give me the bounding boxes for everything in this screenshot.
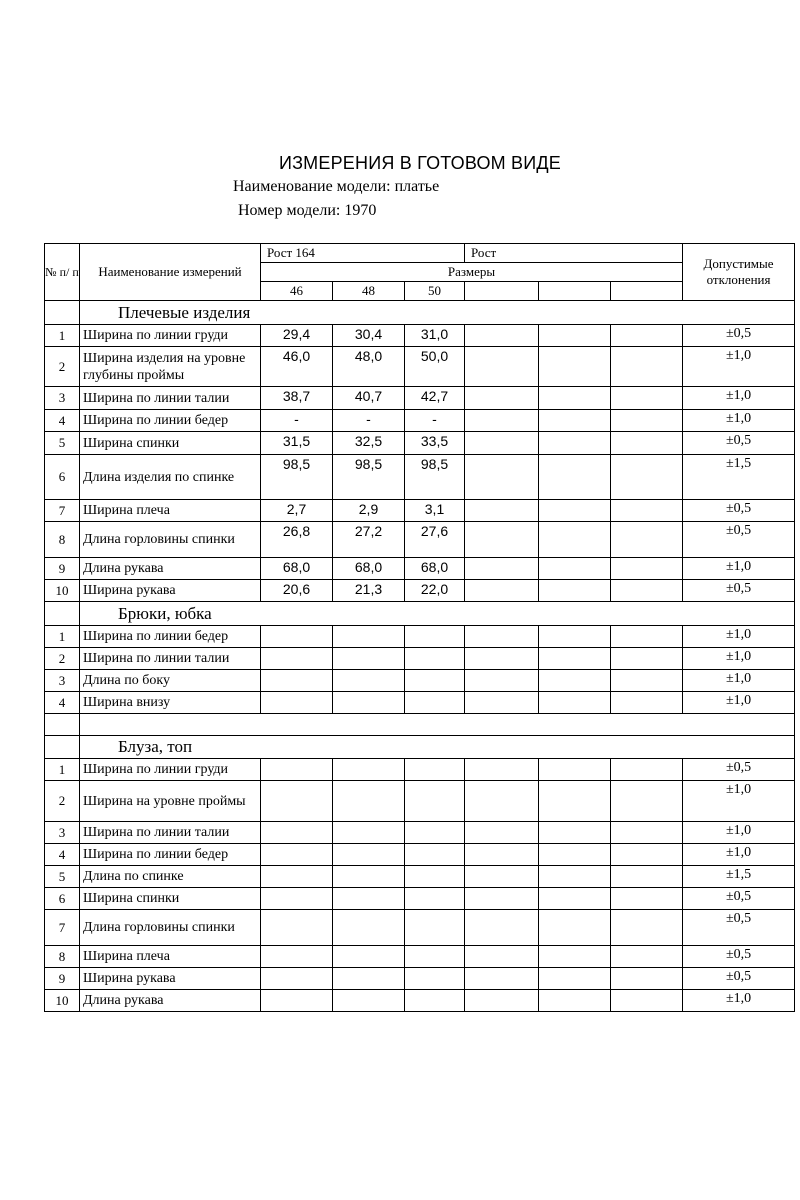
measurement-name: Ширина по линии бедер [80,626,261,648]
size-value: - [261,410,333,432]
header-size-empty [465,282,539,301]
size-value [405,888,465,910]
tolerance-value: ±1,0 [683,990,795,1012]
size-value: 27,6 [405,522,465,558]
size-value [261,946,333,968]
table-row [45,347,795,387]
row-number: 5 [45,432,80,455]
size-value [333,626,405,648]
size-value-empty [465,325,539,347]
size-value-empty [465,432,539,455]
size-value-empty [465,648,539,670]
size-value-empty [465,580,539,602]
row-number: 4 [45,844,80,866]
size-value: 21,3 [333,580,405,602]
tolerance-value: ±0,5 [683,522,795,558]
size-value [333,822,405,844]
size-value-empty [611,500,683,522]
measurement-name: Ширина плеча [80,946,261,968]
row-number: 8 [45,946,80,968]
measurement-name: Длина рукава [80,558,261,580]
table-row [45,500,795,522]
size-value: 22,0 [405,580,465,602]
size-value: 38,7 [261,387,333,410]
size-value: 98,5 [261,455,333,500]
size-value [333,946,405,968]
size-value-empty [611,410,683,432]
row-number: 10 [45,990,80,1012]
row-number: 1 [45,759,80,781]
size-value-empty [611,670,683,692]
measurement-name: Ширина внизу [80,692,261,714]
size-value-empty [465,626,539,648]
measurement-name: Длина рукава [80,990,261,1012]
size-value-empty [539,455,611,500]
size-value-empty [539,410,611,432]
size-value-empty [611,910,683,946]
size-value-empty [465,844,539,866]
size-value-empty [539,692,611,714]
tolerance-value: ±1,0 [683,347,795,387]
size-value: 2,7 [261,500,333,522]
size-value-empty [611,325,683,347]
section-row [45,301,795,325]
measurement-name: Ширина по линии талии [80,822,261,844]
header-size-empty [539,282,611,301]
measurement-name: Ширина спинки [80,888,261,910]
measurement-name: Ширина по линии талии [80,648,261,670]
tolerance-value: ±1,0 [683,781,795,822]
header-size: 46 [261,282,333,301]
tolerance-value: ±0,5 [683,325,795,347]
size-value-empty [611,692,683,714]
size-value [405,670,465,692]
size-value-empty [539,781,611,822]
size-value-empty [539,500,611,522]
measurement-name: Ширина плеча [80,500,261,522]
tolerance-value: ±1,5 [683,866,795,888]
size-value [405,990,465,1012]
size-value-empty [611,946,683,968]
table-row [45,410,795,432]
size-value [261,844,333,866]
tolerance-value: ±0,5 [683,580,795,602]
table-row [45,866,795,888]
measurement-name: Длина горловины спинки [80,910,261,946]
tolerance-value: ±1,0 [683,670,795,692]
row-number: 9 [45,558,80,580]
size-value-empty [465,455,539,500]
size-value-empty [539,946,611,968]
measurement-name: Ширина по линии груди [80,325,261,347]
table-row [45,692,795,714]
measurement-name: Длина изделия по спинке [80,455,261,500]
table-row [45,432,795,455]
table-row [45,522,795,558]
size-value: 68,0 [261,558,333,580]
size-value [333,759,405,781]
size-value [261,866,333,888]
model-number: Номер модели: 1970 [238,202,377,219]
size-value-empty [539,844,611,866]
size-value [261,781,333,822]
tolerance-value: ±0,5 [683,432,795,455]
size-value: 50,0 [405,347,465,387]
row-number: 5 [45,866,80,888]
size-value: 42,7 [405,387,465,410]
size-value-empty [465,410,539,432]
row-number: 1 [45,626,80,648]
row-number: 9 [45,968,80,990]
measurement-name: Ширина по линии бедер [80,844,261,866]
size-value: 40,7 [333,387,405,410]
measurement-name: Ширина по линии талии [80,387,261,410]
size-value-empty [611,387,683,410]
size-value [261,822,333,844]
size-value-empty [539,387,611,410]
size-value [261,910,333,946]
section-number-empty [45,736,80,759]
section-number-empty [45,602,80,626]
size-value-empty [611,347,683,387]
size-value-empty [611,781,683,822]
spacer-empty [80,714,795,736]
section-title: Блуза, топ [80,736,795,759]
size-value: - [405,410,465,432]
measurements-table [44,243,795,1012]
size-value-empty [539,822,611,844]
size-value-empty [539,990,611,1012]
row-number: 3 [45,822,80,844]
size-value-empty [611,648,683,670]
size-value-empty [465,558,539,580]
tolerance-value: ±1,5 [683,455,795,500]
size-value [405,781,465,822]
table-row [45,626,795,648]
measurement-name: Ширина по линии груди [80,759,261,781]
size-value [405,759,465,781]
row-number: 4 [45,410,80,432]
row-number: 8 [45,522,80,558]
size-value-empty [465,347,539,387]
measurement-name: Ширина на уровне проймы [80,781,261,822]
size-value-empty [611,558,683,580]
spacer-number-empty [45,714,80,736]
size-value: 33,5 [405,432,465,455]
size-value-empty [539,759,611,781]
table-row [45,558,795,580]
table-row [45,888,795,910]
size-value [261,990,333,1012]
size-value-empty [539,626,611,648]
tolerance-value: ±1,0 [683,692,795,714]
size-value: 31,0 [405,325,465,347]
tolerance-value: ±1,0 [683,387,795,410]
size-value-empty [611,580,683,602]
size-value-empty [611,455,683,500]
size-value-empty [539,432,611,455]
table-row [45,968,795,990]
size-value-empty [539,347,611,387]
size-value-empty [465,910,539,946]
table-row [45,990,795,1012]
size-value [333,888,405,910]
size-value [405,910,465,946]
size-value [261,888,333,910]
spacer-row [45,714,795,736]
size-value-empty [611,844,683,866]
row-number: 10 [45,580,80,602]
tolerance-value: ±0,5 [683,968,795,990]
row-number: 1 [45,325,80,347]
section-number-empty [45,301,80,325]
size-value [261,968,333,990]
size-value-empty [539,968,611,990]
header-sizes: Размеры [261,263,683,282]
tolerance-value: ±1,0 [683,626,795,648]
tolerance-value: ±0,5 [683,759,795,781]
size-value: 31,5 [261,432,333,455]
size-value-empty [465,670,539,692]
size-value: 68,0 [333,558,405,580]
size-value-empty [611,990,683,1012]
size-value [333,968,405,990]
row-number: 7 [45,910,80,946]
size-value-empty [611,626,683,648]
size-value-empty [465,888,539,910]
measurement-name: Ширина по линии бедер [80,410,261,432]
size-value [261,670,333,692]
size-value [333,910,405,946]
size-value-empty [465,387,539,410]
section-row [45,736,795,759]
size-value-empty [465,946,539,968]
size-value [405,626,465,648]
size-value-empty [465,692,539,714]
size-value [261,648,333,670]
size-value-empty [539,522,611,558]
size-value [333,648,405,670]
table-row [45,648,795,670]
header-size: 48 [333,282,405,301]
table-row [45,822,795,844]
model-name: Наименование модели: платье [233,178,440,195]
table-row [45,455,795,500]
size-value [333,990,405,1012]
tolerance-value: ±0,5 [683,946,795,968]
table-row [45,759,795,781]
size-value [333,844,405,866]
size-value: 29,4 [261,325,333,347]
size-value-empty [539,325,611,347]
size-value [405,844,465,866]
row-number: 3 [45,670,80,692]
size-value [405,692,465,714]
row-number: 2 [45,781,80,822]
tolerance-value: ±0,5 [683,910,795,946]
size-value [405,648,465,670]
size-value [405,946,465,968]
size-value-empty [611,822,683,844]
size-value-empty [539,866,611,888]
size-value: 3,1 [405,500,465,522]
tolerance-value: ±1,0 [683,410,795,432]
size-value: 46,0 [261,347,333,387]
row-number: 6 [45,455,80,500]
size-value: - [333,410,405,432]
size-value-empty [465,822,539,844]
tolerance-value: ±1,0 [683,844,795,866]
size-value-empty [539,648,611,670]
size-value [333,670,405,692]
header-size: 50 [405,282,465,301]
measurement-name: Ширина рукава [80,580,261,602]
size-value-empty [611,432,683,455]
table-row [45,910,795,946]
size-value: 98,5 [333,455,405,500]
section-row [45,602,795,626]
size-value [261,692,333,714]
tolerance-value: ±0,5 [683,500,795,522]
tolerance-value: ±1,0 [683,558,795,580]
size-value: 26,8 [261,522,333,558]
row-number: 3 [45,387,80,410]
size-value-empty [465,866,539,888]
size-value [333,866,405,888]
size-value [405,822,465,844]
table-row [45,580,795,602]
measurement-name: Длина горловины спинки [80,522,261,558]
header-measurement-name: Наименование измерений [80,244,261,301]
size-value: 48,0 [333,347,405,387]
size-value [333,781,405,822]
header-size-empty [611,282,683,301]
row-number: 2 [45,648,80,670]
header-number: № п/ п [45,244,80,301]
header-rost-164: Рост 164 [261,244,465,263]
table-row [45,781,795,822]
size-value-empty [611,888,683,910]
measurement-name: Длина по боку [80,670,261,692]
size-value-empty [611,759,683,781]
size-value-empty [539,670,611,692]
size-value-empty [539,558,611,580]
size-value-empty [539,580,611,602]
measurement-name: Ширина изделия на уровне глубины проймы [80,347,261,387]
size-value [261,759,333,781]
size-value [405,968,465,990]
size-value: 68,0 [405,558,465,580]
size-value-empty [611,968,683,990]
size-value-empty [465,968,539,990]
table-row [45,670,795,692]
row-number: 4 [45,692,80,714]
size-value: 98,5 [405,455,465,500]
measurement-name: Ширина спинки [80,432,261,455]
page-title: ИЗМЕРЕНИЯ В ГОТОВОМ ВИДЕ [278,153,562,173]
size-value-empty [465,522,539,558]
row-number: 7 [45,500,80,522]
size-value: 32,5 [333,432,405,455]
size-value-empty [611,866,683,888]
section-title: Плечевые изделия [80,301,795,325]
header-rost-empty: Рост [465,244,683,263]
table-row [45,946,795,968]
size-value-empty [465,990,539,1012]
tolerance-value: ±1,0 [683,822,795,844]
row-number: 6 [45,888,80,910]
size-value: 30,4 [333,325,405,347]
table-row [45,387,795,410]
section-title: Брюки, юбка [80,602,795,626]
size-value-empty [539,888,611,910]
size-value: 2,9 [333,500,405,522]
size-value: 27,2 [333,522,405,558]
header-tolerance: Допустимые отклонения [683,244,795,301]
size-value: 20,6 [261,580,333,602]
table-row [45,325,795,347]
measurement-name: Длина по спинке [80,866,261,888]
measurement-name: Ширина рукава [80,968,261,990]
size-value [261,626,333,648]
size-value-empty [465,781,539,822]
size-value-empty [465,500,539,522]
size-value [405,866,465,888]
table-row [45,844,795,866]
tolerance-value: ±0,5 [683,888,795,910]
size-value-empty [539,910,611,946]
row-number: 2 [45,347,80,387]
size-value [333,692,405,714]
tolerance-value: ±1,0 [683,648,795,670]
size-value-empty [465,759,539,781]
size-value-empty [611,522,683,558]
